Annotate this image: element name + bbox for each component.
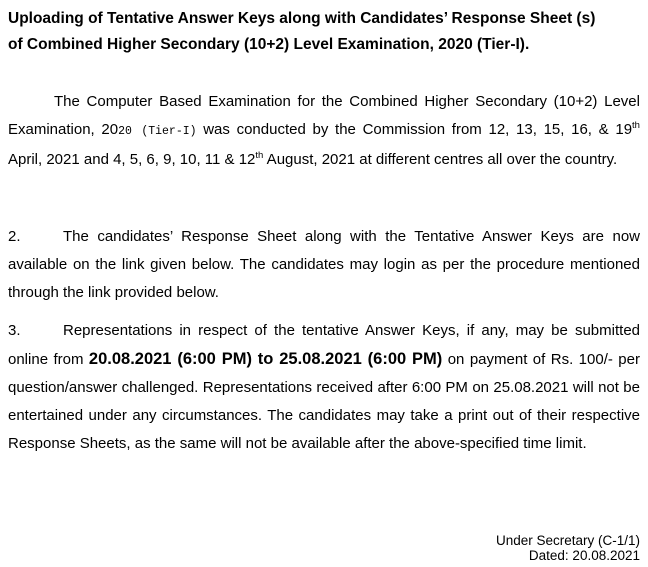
para2-number: 2. bbox=[8, 228, 21, 245]
para1-text-b: was conducted by the Commission from 12, 13, 15, 16, & 19 bbox=[196, 121, 633, 138]
para1-sup-1: th bbox=[632, 120, 640, 131]
notice-title bbox=[8, 6, 644, 58]
para3-number: 3. bbox=[8, 322, 21, 339]
paragraph-1 bbox=[8, 88, 640, 174]
signature-designation: Under Secretary (C-1/1) bbox=[495, 533, 640, 548]
signature-date: Dated: 20.08.2021 bbox=[528, 548, 640, 563]
para3-text-b: on payment of Rs. 100/- per question/answer challenged. Representations received after 6:00 PM on 25.08.2021 will not be entertained under any circumstances. The candidates may take a print out of their respective Response Sheets, as the same will not be available after the above-specified time limit. bbox=[8, 351, 640, 452]
paragraph-2 bbox=[8, 223, 640, 307]
para1-sup-2: th bbox=[255, 150, 264, 161]
paragraph-3 bbox=[8, 317, 640, 458]
title-line-1: Uploading of Tentative Answer Keys along with Candidates’ Response Sheet (s) bbox=[8, 10, 596, 27]
para1-tier-text: 20 (Tier-I) bbox=[118, 125, 197, 138]
para1-text-d: August, 2021 at different centres all over the country. bbox=[263, 151, 618, 168]
para2-text: The candidates’ Response Sheet along with the Tentative Answer Keys are now available on the link given below. The candidates may login as per the procedure mentioned through the link provided below. bbox=[8, 228, 640, 301]
title-line-2: of Combined Higher Secondary (10+2) Level Examination, 2020 (Tier-I). bbox=[8, 36, 530, 53]
para1-text-c: April, 2021 and 4, 5, 6, 9, 10, 11 & 12 bbox=[8, 151, 256, 168]
para3-text-a: Representations in respect of the tentative Answer Keys, if any, may be submitted online from bbox=[8, 322, 640, 368]
para3-dates: 20.08.2021 (6:00 PM) to 25.08.2021 (6:00 PM) bbox=[88, 350, 443, 368]
para1-text-a: The Computer Based Examination for the Combined Higher Secondary (10+2) Level Examination, 20 bbox=[8, 93, 640, 138]
signature-block bbox=[496, 533, 640, 563]
